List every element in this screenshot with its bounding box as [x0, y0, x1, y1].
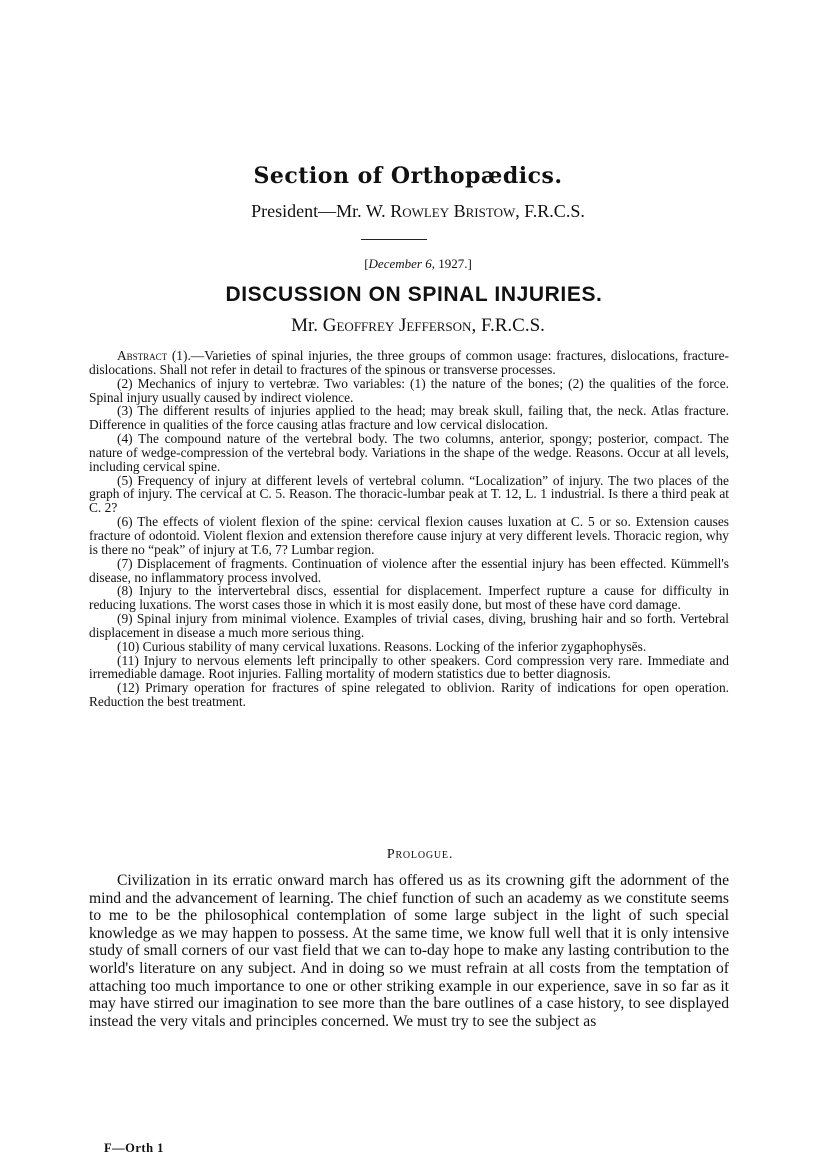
prologue-body: [89, 872, 729, 1030]
abstract-item: (6) The effects of violent flexion of the spine: cervical flexion causes luxation at C. 5 or so. Extension causes fracture of odontoid. Violent flexion and extension therefore cause injury at very different levels. Thoracic region, why is there no “peak” of injury at T.6, 7? Lumbar region.: [89, 514, 729, 557]
abstract-item: (11) Injury to nervous elements left principally to other speakers. Cord compression very rare. Immediate and irremediable damage. Root injuries. Falling mortality of modern statistics due to better diagnosis.: [89, 652, 729, 682]
paper-title: DISCUSSION ON SPINAL INJURIES.: [225, 283, 603, 306]
abstract-item: (2) Mechanics of injury to vertebræ. Two variables: (1) the nature of the bones; (2) the qualities of the force. Spinal injury usually caused by indirect violence.: [89, 375, 729, 405]
title-divider: [361, 239, 427, 240]
abstract-item: (10) Curious stability of many cervical luxations. Reasons. Locking of the inferior zygaphophysēs.: [117, 638, 647, 654]
abstract-item: (3) The different results of injuries applied to the head; may break skull, failing that, the neck. Atlas fracture. Difference in qualities of the force causing atlas fracture and low cervical dislocation.: [89, 403, 729, 433]
abstract-item-text: (1).—Varieties of spinal injuries, the three groups of common usage: fractures, dislocations, fracture-dislocations. Shall not refer in detail to fractures of the spinous or transverse processes.: [89, 348, 729, 377]
author-name: Geoffrey Jefferson: [322, 315, 472, 336]
abstract-item: (8) Injury to the intervertebral discs, essential for displacement. Imperfect rupture a cause for difficulty in reducing luxations. The worst cases those in which it is most easily done, but most of these have cord damage.: [89, 583, 729, 613]
meeting-date: [0, 256, 816, 272]
abstract: [89, 349, 729, 709]
date-month-day: December 6: [368, 256, 432, 271]
abstract-item: (5) Frequency of injury at different levels of vertebral column. “Localization” of injury. The two places of the graph of injury. The cervical at C. 5. Reason. The thoracic-lumbar peak at T. 12, L. 1 industrial. Is there a third peak at C. 2?: [89, 472, 729, 516]
president-prefix: President—Mr. W.: [251, 201, 391, 221]
author-prefix: Mr.: [291, 315, 323, 336]
author-suffix: , F.R.C.S.: [471, 315, 545, 336]
signature-mark: F—Orth 1: [104, 1141, 164, 1155]
abstract-item: (4) The compound nature of the vertebral body. The two columns, anterior, spongy; posterior, compact. The nature of wedge-compression of the vertebral body. Variations in the shape of the wedge. Reasons. Occur at all levels, including cervical spine.: [89, 431, 729, 474]
abstract-item: (12) Primary operation for fractures of spine relegated to oblivion. Rarity of indications for open operation. Reduction the best treatment.: [89, 680, 729, 710]
president-suffix: , F.R.C.S.: [515, 201, 585, 221]
abstract-item: (9) Spinal injury from minimal violence. Examples of trivial cases, diving, brushing hair and so forth. Vertebral displacement in disease a much more serious thing.: [89, 611, 729, 640]
president-line: [0, 201, 816, 222]
abstract-heading: Abstract: [117, 348, 168, 363]
abstract-item: [89, 349, 729, 377]
president-name: Rowley Bristow: [390, 201, 516, 221]
section-title: Section of Orthopædics.: [253, 163, 563, 189]
date-rest: , 1927.]: [431, 256, 472, 271]
prologue-paragraph: Civilization in its erratic onward march has offered us as its crowning gift the adornment of the mind and the advancement of learning. The chief function of such an academy as we constitute seems to me to be the philosophical contemplation of some large subject in the light of such special knowledge as we may happen to possess. At the same time, we know full well that it is only intensive study of small corners of our vast field that we can to-day hope to make any lasting contribution to the world's literature on any subject. And in doing so we must refrain at all costs from the temptation of attaching too much importance to one or other striking example in our experience, save in so far as it may have stirred our imagination to see more than the bare outlines of a case history, to see displayed instead the very vitals and principles concerned. We must try to see the subject as: [89, 872, 729, 1030]
prologue-heading: Prologue.: [386, 847, 454, 862]
abstract-item: (7) Displacement of fragments. Continuation of violence after the essential injury has been effected. Kümmell's disease, no inflammatory process involved.: [89, 555, 729, 585]
date-open: [: [364, 256, 369, 271]
author-line: [0, 315, 816, 337]
